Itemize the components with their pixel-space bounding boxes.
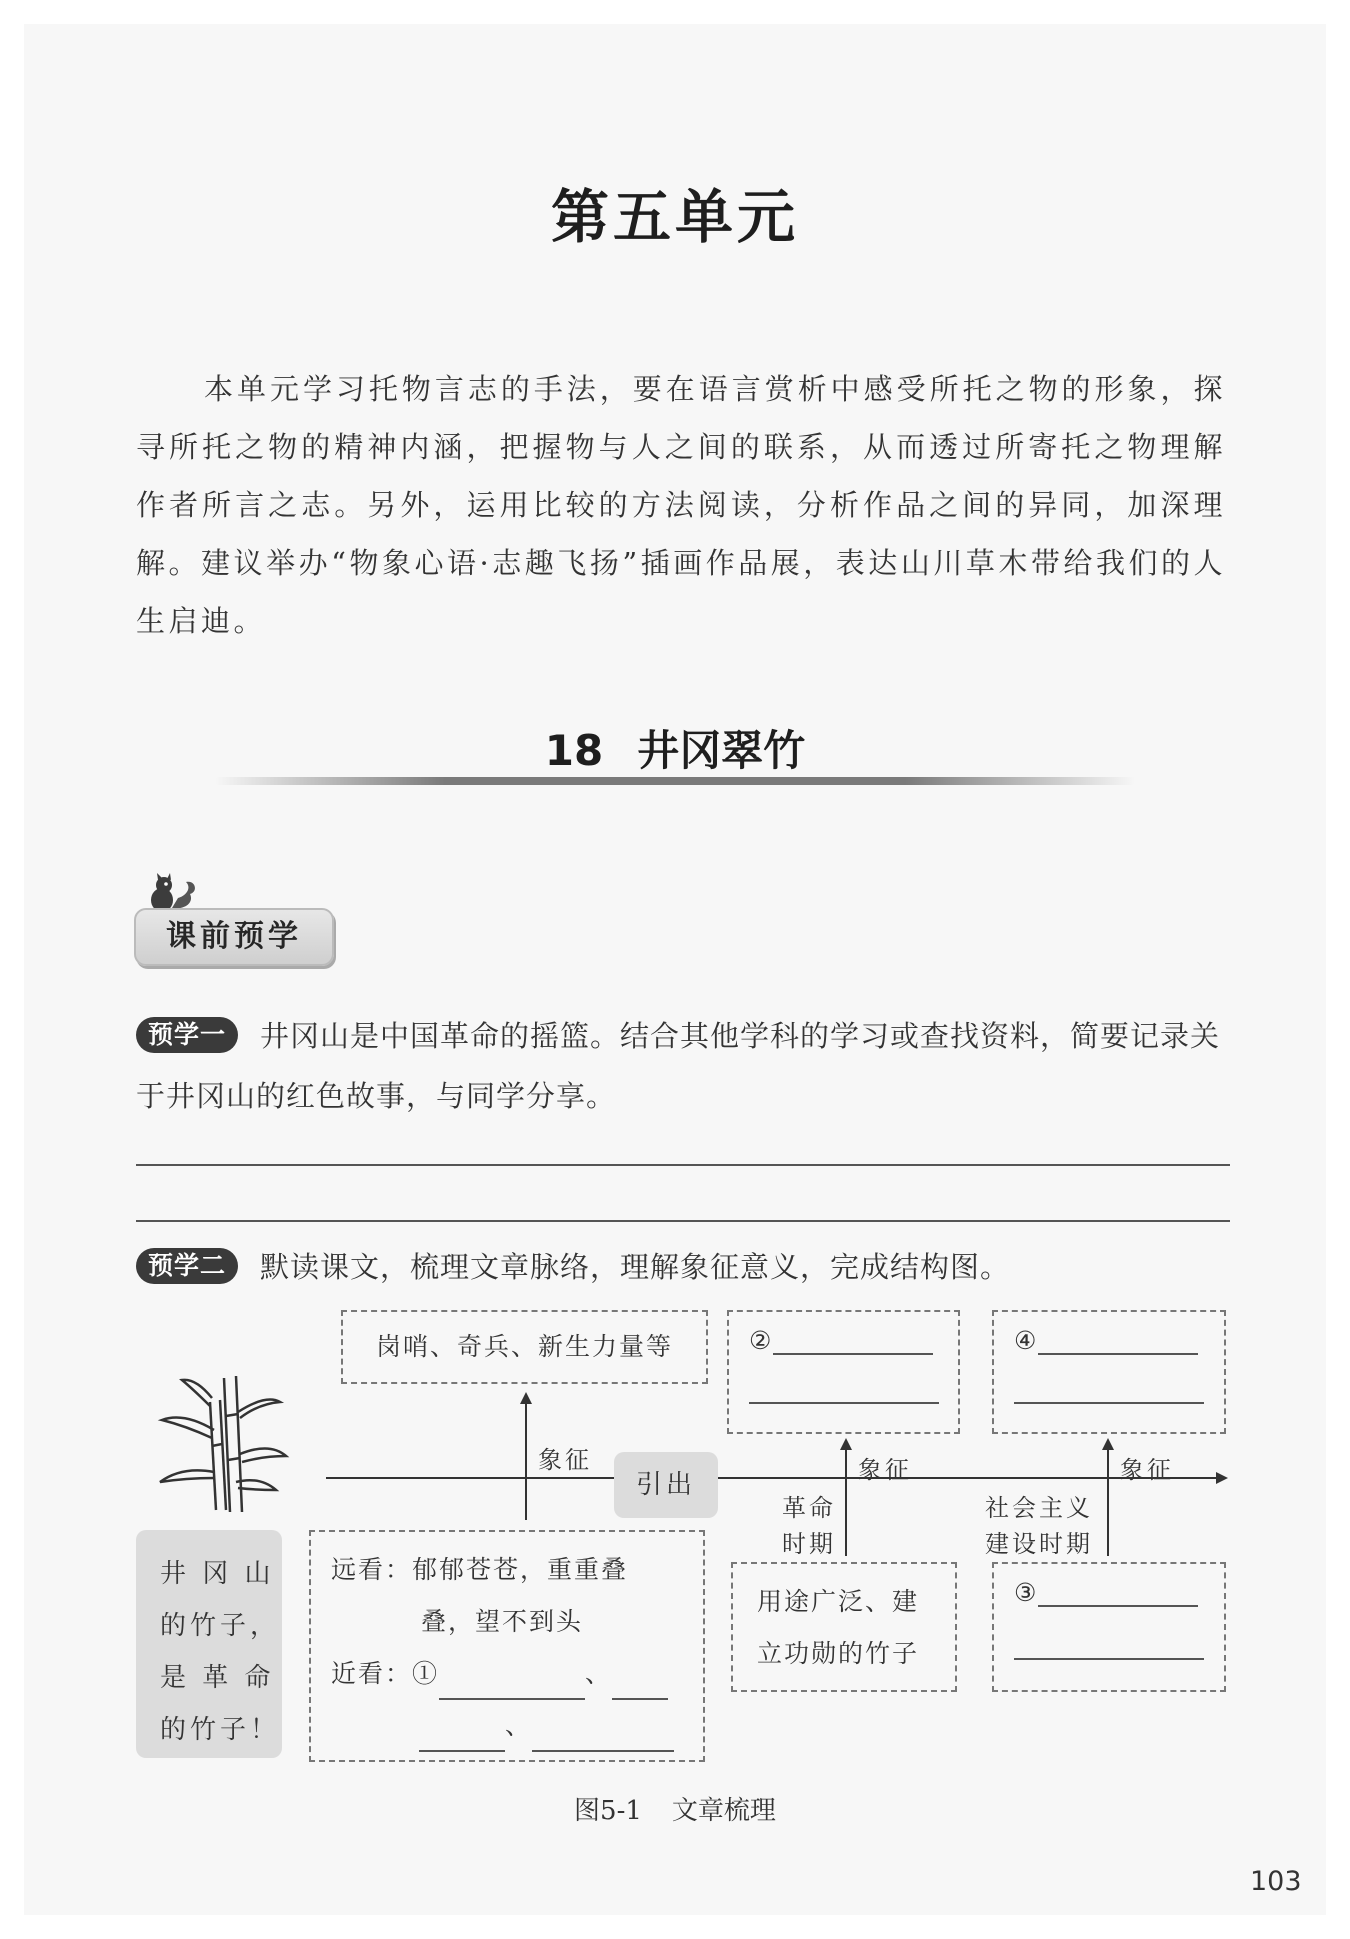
symbol-label: 象征 bbox=[1120, 1456, 1174, 1484]
diagram-box-symbols-text: 岗哨、奇兵、新生力量等 bbox=[375, 1332, 673, 1361]
far-view-label: 远看： bbox=[331, 1555, 413, 1584]
period-revolution-line: 革命 bbox=[782, 1494, 836, 1522]
page-number: 103 bbox=[1250, 1866, 1302, 1897]
figure-title: 文章梳理 bbox=[671, 1796, 776, 1826]
bamboo-caption-line: 的竹子！ bbox=[160, 1715, 281, 1745]
blank-2-marker: ② bbox=[749, 1326, 774, 1355]
question-2-badge: 预学二 bbox=[136, 1248, 238, 1284]
diagram-box-bamboo-uses bbox=[731, 1562, 957, 1692]
blank-2-line[interactable] bbox=[749, 1388, 939, 1404]
blank-4-marker: ④ bbox=[1014, 1326, 1039, 1355]
lesson-name: 井冈翠竹 bbox=[637, 726, 806, 775]
symbol-label: 象征 bbox=[538, 1446, 592, 1474]
answer-line[interactable] bbox=[136, 1164, 1230, 1166]
bamboo-caption-line: 是 革 命 bbox=[160, 1663, 275, 1693]
figure-label: 图5-1 bbox=[574, 1796, 642, 1826]
blank-1-line[interactable] bbox=[439, 1674, 585, 1700]
diagram-box-4[interactable] bbox=[992, 1310, 1226, 1434]
period-revolution-line: 时期 bbox=[782, 1530, 836, 1558]
blank-1-line[interactable] bbox=[612, 1674, 668, 1700]
bamboo-caption-line: 井 冈 山 bbox=[160, 1559, 275, 1589]
bamboo-caption-line: 的竹子， bbox=[160, 1611, 281, 1641]
question-2-text: 默读课文，梳理文章脉络，理解象征意义，完成结构图。 bbox=[260, 1250, 1011, 1284]
question-1-badge: 预学一 bbox=[136, 1017, 238, 1053]
blank-1-separator: 、 bbox=[505, 1711, 533, 1740]
unit-introduction: 本单元学习托物言志的手法，要在语言赏析中感受所托之物的形象，探寻所托之物的精神内涵，把握物与人之间的联系，从而透过所寄托之物理解作者所言之志。另外，运用比较的方法阅读，分析作品之间的异同，加深理解。建议举办“物象心语·志趣飞扬”插画作品展，表达山川草木带给我们的人生启迪。 bbox=[136, 372, 1226, 638]
lead-out-label: 引出 bbox=[614, 1452, 718, 1518]
blank-1-marker: ① bbox=[412, 1659, 440, 1688]
lesson-title bbox=[0, 718, 1350, 778]
diagram-box-2[interactable] bbox=[727, 1310, 960, 1434]
far-view-text: 叠，望不到头 bbox=[421, 1607, 584, 1636]
answer-line[interactable] bbox=[136, 1220, 1230, 1222]
period-socialist-line: 社会主义 bbox=[985, 1494, 1093, 1522]
blank-1-line[interactable] bbox=[419, 1726, 505, 1752]
blank-4-line[interactable] bbox=[1014, 1388, 1204, 1404]
period-socialist-line: 建设时期 bbox=[985, 1530, 1093, 1558]
period-revolution bbox=[782, 1490, 836, 1562]
period-socialist bbox=[985, 1490, 1093, 1562]
bamboo-icon bbox=[140, 1372, 290, 1514]
question-1 bbox=[136, 1006, 1230, 1126]
bamboo-caption-box bbox=[136, 1530, 282, 1758]
far-view-text: 郁郁苍苍，重重叠 bbox=[412, 1555, 629, 1584]
question-2 bbox=[136, 1237, 1230, 1297]
blank-1-line[interactable] bbox=[532, 1726, 674, 1752]
blank-3-line[interactable] bbox=[1038, 1579, 1198, 1607]
section-badge-preview: 课前预学 bbox=[134, 908, 334, 966]
diagram-box-3[interactable] bbox=[992, 1562, 1226, 1692]
blank-1-separator: 、 bbox=[585, 1659, 613, 1688]
blank-3-line[interactable] bbox=[1014, 1644, 1204, 1660]
unit-title: 第五单元 bbox=[550, 183, 799, 251]
question-1-text: 井冈山是中国革命的摇篮。结合其他学科的学习或查找资料，简要记录关于井冈山的红色故事，与同学分享。 bbox=[136, 1019, 1221, 1113]
blank-3-marker: ③ bbox=[1014, 1578, 1039, 1607]
blank-4-line[interactable] bbox=[1038, 1327, 1198, 1355]
bamboo-uses-line: 用途广泛、建 bbox=[757, 1587, 920, 1616]
near-view-label: 近看： bbox=[331, 1659, 413, 1688]
figure-caption bbox=[0, 1790, 1350, 1827]
blank-2-line[interactable] bbox=[773, 1327, 933, 1355]
diagram-box-symbols bbox=[341, 1310, 708, 1384]
lesson-number: 18 bbox=[544, 726, 604, 775]
symbol-label: 象征 bbox=[858, 1456, 912, 1484]
bamboo-uses-line: 立功勋的竹子 bbox=[757, 1639, 920, 1668]
lesson-title-underline bbox=[215, 777, 1135, 785]
diagram-box-observation bbox=[309, 1530, 705, 1762]
